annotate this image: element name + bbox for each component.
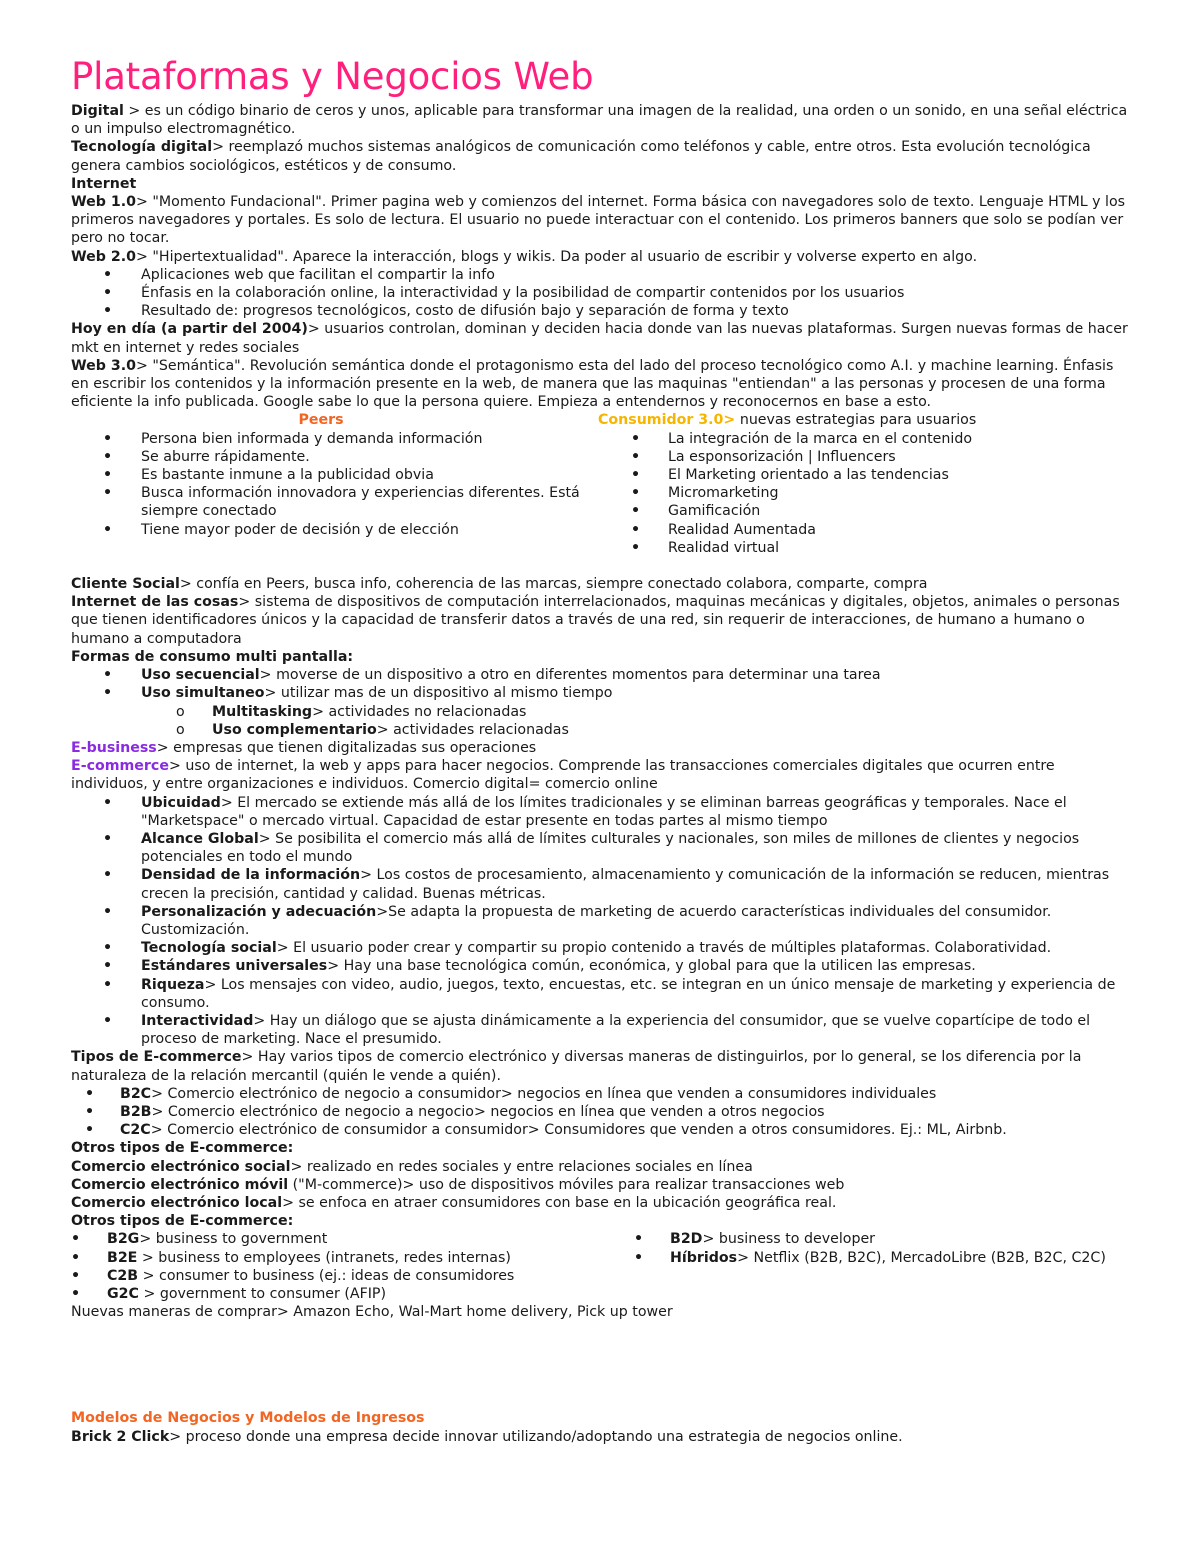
term-simultaneo: Uso simultaneo bbox=[141, 685, 265, 702]
text-brick: > proceso donde una empresa decide innovar utilizando/adoptando una estrategia de negocios online. bbox=[169, 1428, 903, 1445]
otro-term: C2B bbox=[107, 1267, 139, 1284]
paragraph-digital bbox=[71, 102, 1128, 138]
text-cliente-social: > confía en Peers, busca info, coherencia de las marcas, siempre conectado colabora, comparte, compra bbox=[179, 576, 928, 593]
term-ebusiness: E-business bbox=[71, 739, 157, 756]
list-item bbox=[71, 666, 1128, 684]
text-ecommerce: > uso de internet, la web y apps para hacer negocios. Comprende las transacciones comerciales digitales que ocurren entre individuos, y entre organizaciones e individuos. Comercio digital= comercio online bbox=[71, 758, 1055, 793]
list-item bbox=[634, 1230, 1128, 1248]
heading-modelos: Modelos de Negocios y Modelos de Ingresos bbox=[71, 1410, 425, 1427]
consumer-title: Consumidor 3.0> bbox=[598, 412, 736, 429]
term-web1: Web 1.0 bbox=[71, 194, 136, 211]
term-iot: Internet de las cosas bbox=[71, 594, 239, 611]
feature-text: > Los costos de procesamiento, almacenamiento y comunicación de la información se reducen, mientras crecen la precisión, cantidad y calidad. Buenas métricas. bbox=[141, 867, 1110, 902]
text-web2: > "Hipertextualidad". Aparece la interacción, blogs y wikis. Da poder al usuario de escribir y volverse experto en algo. bbox=[136, 248, 978, 265]
list-item bbox=[71, 684, 1128, 702]
text-hoy: > usuarios controlan, dominan y deciden hacia donde van las nuevas plataformas. Surgen nuevas formas de hacer mkt en internet y redes sociales bbox=[71, 321, 1128, 356]
term-local: Comercio electrónico local bbox=[71, 1194, 283, 1211]
list-item: • Tiene mayor poder de decisión y de elección bbox=[71, 521, 598, 539]
term-tipos: Tipos de E-commerce bbox=[71, 1049, 242, 1066]
list-item: • Persona bien informada y demanda información bbox=[71, 430, 598, 448]
consumer-list bbox=[598, 430, 1128, 557]
paragraph-ebusiness bbox=[71, 739, 1128, 757]
feature-text: > El usuario poder crear y compartir su propio contenido a través de múltiples plataformas. Colaboratividad. bbox=[276, 940, 1052, 957]
otro-term: B2G bbox=[107, 1231, 140, 1248]
feature-term: Interactividad bbox=[141, 1012, 254, 1029]
paragraph-social bbox=[71, 1158, 1128, 1176]
otro-term: B2E bbox=[107, 1249, 138, 1266]
term-ecommerce: E-commerce bbox=[71, 758, 169, 775]
text-iot: > sistema de dispositivos de computación interrelacionados, maquinas mecánicas y digitales, objetos, animales o personas que tienen identificadores únicos y la capacidad de transferir datos a través de una red, sin requerir de interacciones, de humano a humano o humano a computadora bbox=[71, 594, 1120, 647]
list-item bbox=[71, 866, 1128, 902]
text-local: > se enfoca en atraer consumidores con base en la ubicación geográfica real. bbox=[282, 1194, 837, 1211]
list-item bbox=[71, 721, 1128, 739]
text-tec-digital: > reemplazó muchos sistemas analógicos de comunicación como teléfonos y cable, entre otros. Esta evolución tecnológica genera cambios sociológicos, estéticos y de consumo. bbox=[71, 139, 1091, 174]
page-title: Plataformas y Negocios Web bbox=[71, 55, 594, 98]
tipo-term: B2B bbox=[120, 1103, 152, 1120]
tipo-text: > Comercio electrónico de negocio a negocio> negocios en línea que venden a otros negocios bbox=[151, 1103, 825, 1120]
text-ebusiness: > empresas que tienen digitalizadas sus operaciones bbox=[156, 739, 537, 756]
otro-term: B2D bbox=[670, 1231, 703, 1248]
paragraph-tipos bbox=[71, 1048, 1128, 1084]
term-web2: Web 2.0 bbox=[71, 248, 136, 265]
consumer-column bbox=[598, 411, 1128, 557]
otro-text: > business to employees (intranets, redes internas) bbox=[137, 1249, 511, 1266]
tipo-text: > Comercio electrónico de consumidor a consumidor> Consumidores que venden a otros consumidores. Ej.: ML, Airbnb. bbox=[150, 1122, 1007, 1139]
feature-text: > Hay un diálogo que se ajusta dinámicamente a la experiencia del consumidor, que se vuelve copartícipe de todo el proceso de marketing. Nace el presumido. bbox=[141, 1012, 1091, 1048]
paragraph-iot bbox=[71, 593, 1128, 648]
otro-term: Híbridos bbox=[670, 1249, 738, 1266]
otros1-heading-text: Otros tipos de E-commerce: bbox=[71, 1140, 294, 1157]
peers-consumer-columns bbox=[71, 411, 1128, 557]
otros-left-list bbox=[71, 1230, 634, 1303]
text-tipos: > Hay varios tipos de comercio electrónico y diversas maneras de distinguirlos, por lo general, se los diferencia por la naturaleza de la relación mercantil (quién le vende a quién). bbox=[71, 1049, 1082, 1084]
list-item bbox=[71, 1285, 634, 1303]
heading-otros-1 bbox=[71, 1139, 1128, 1157]
feature-term: Alcance Global bbox=[141, 830, 259, 847]
tipo-term: B2C bbox=[120, 1085, 152, 1102]
paragraph-web3 bbox=[71, 357, 1128, 412]
list-item bbox=[71, 703, 1128, 721]
feature-text: > Los mensajes con video, audio, juegos, texto, encuestas, etc. se integran en un único mensaje de marketing y experiencia de consumo. bbox=[141, 976, 1116, 1011]
text-complementario: > actividades relacionadas bbox=[376, 721, 569, 738]
list-item bbox=[71, 957, 1128, 975]
otro-term: G2C bbox=[107, 1286, 139, 1302]
term-digital: Digital bbox=[71, 103, 124, 119]
otros-right-list bbox=[634, 1230, 1128, 1266]
otro-text: > consumer to business (ej.: ideas de consumidores bbox=[138, 1267, 515, 1284]
list-item bbox=[71, 1267, 634, 1285]
list-item: • Énfasis en la colaboración online, la interactividad y la posibilidad de compartir contenidos por los usuarios bbox=[71, 284, 1128, 302]
list-web2 bbox=[71, 266, 1128, 321]
list-item: • Es bastante inmune a la publicidad obvia bbox=[71, 466, 598, 484]
list-item bbox=[71, 1085, 1128, 1103]
term-multitasking: Multitasking bbox=[212, 703, 313, 720]
text-web1: > "Momento Fundacional". Primer pagina web y comienzos del internet. Forma básica con navegadores solo de texto. Lenguaje HTML y los primeros navegadores y portales. Es solo de lectura. El usuario no puede interactuar con el contenido. Los primeros banners que solo se podían ver pero no tocar. bbox=[71, 194, 1126, 247]
list-item: • El Marketing orientado a las tendencias bbox=[598, 466, 1128, 484]
list-item bbox=[634, 1249, 1128, 1267]
list-item: • Gamificación bbox=[598, 502, 1128, 520]
feature-text: >Se adapta la propuesta de marketing de acuerdo características individuales del consumidor. Customización. bbox=[141, 903, 1052, 938]
paragraph-local bbox=[71, 1194, 1128, 1212]
otro-text: > government to consumer (AFIP) bbox=[138, 1286, 387, 1302]
paragraph-nuevas: Nuevas maneras de comprar> Amazon Echo, Wal-Mart home delivery, Pick up tower bbox=[71, 1304, 673, 1321]
term-social: Comercio electrónico social bbox=[71, 1158, 291, 1175]
list-item bbox=[71, 830, 1128, 866]
otro-text: > business to government bbox=[139, 1231, 328, 1248]
text-web3: > "Semántica". Revolución semántica donde el protagonismo esta del lado del proceso tecnológico como A.I. y machine learning. Énfasis en escribir los contenidos y la información presente en la web, de manera que las maquinas "entiendan" a las personas y procesen de una forma eficiente la info publicada. Google sabe lo que la persona quiere. Empieza a entendernos y reconocernos en base a esto. bbox=[71, 357, 1114, 411]
peers-column bbox=[71, 411, 598, 557]
spacer bbox=[71, 1321, 1128, 1409]
paragraph-web2 bbox=[71, 248, 1128, 266]
term-hoy: Hoy en día (a partir del 2004) bbox=[71, 321, 308, 338]
list-item: • Resultado de: progresos tecnológicos, costo de difusión bajo y separación de forma y texto bbox=[71, 302, 1128, 320]
list-item bbox=[71, 1249, 634, 1267]
list-item bbox=[71, 976, 1128, 1012]
term-web3: Web 3.0 bbox=[71, 357, 136, 374]
term-secuencial: Uso secuencial bbox=[141, 667, 260, 684]
list-item: • Realidad virtual bbox=[598, 539, 1128, 557]
text-secuencial: > moverse de un dispositivo a otro en diferentes momentos para determinar una tarea bbox=[259, 667, 881, 684]
heading-otros-2 bbox=[71, 1212, 1128, 1230]
text-multitasking: > actividades no relacionadas bbox=[312, 703, 527, 720]
paragraph-movil bbox=[71, 1176, 1128, 1194]
peers-list bbox=[71, 430, 598, 539]
multipantalla-heading-text: Formas de consumo multi pantalla: bbox=[71, 648, 354, 665]
text-social: > realizado en redes sociales y entre relaciones sociales en línea bbox=[290, 1158, 753, 1175]
paragraph-web1 bbox=[71, 193, 1128, 248]
list-multipantalla bbox=[71, 666, 1128, 702]
otros2-heading-text: Otros tipos de E-commerce: bbox=[71, 1213, 294, 1230]
term-movil: Comercio electrónico móvil bbox=[71, 1176, 289, 1193]
feature-term: Ubicuidad bbox=[141, 794, 221, 811]
paragraph-hoy bbox=[71, 320, 1128, 356]
peers-title: Peers bbox=[298, 412, 344, 429]
feature-text: > El mercado se extiende más allá de los límites tradicionales y se eliminan barreas geográficas y temporales. Nace el "Marketspace" o mercado virtual. Capacidad de estar presente en todas partes al mismo tiempo bbox=[141, 794, 1067, 829]
paragraph-brick bbox=[71, 1428, 1128, 1446]
list-item bbox=[71, 1230, 634, 1248]
list-item bbox=[71, 1103, 1128, 1121]
otros-left-column bbox=[71, 1230, 634, 1303]
otro-text: > Netflix (B2B, B2C), MercadoLibre (B2B, B2C, C2C) bbox=[737, 1249, 1106, 1266]
paragraph-ecommerce bbox=[71, 757, 1128, 793]
feature-term: Tecnología social bbox=[141, 940, 277, 957]
text-simultaneo: > utilizar mas de un dispositivo al mismo tiempo bbox=[264, 685, 613, 702]
list-item bbox=[71, 1012, 1128, 1048]
consumer-heading bbox=[598, 411, 1128, 429]
list-item bbox=[71, 903, 1128, 939]
feature-term: Estándares universales bbox=[141, 958, 328, 975]
feature-term: Personalización y adecuación bbox=[141, 903, 377, 920]
tipo-term: C2C bbox=[120, 1122, 151, 1139]
tipo-text: > Comercio electrónico de negocio a consumidor> negocios en línea que venden a consumidores individuales bbox=[151, 1085, 937, 1102]
list-item bbox=[71, 1121, 1128, 1139]
internet-heading-text: Internet bbox=[71, 175, 137, 192]
list-item: • Se aburre rápidamente. bbox=[71, 448, 598, 466]
feature-term: Riqueza bbox=[141, 976, 205, 993]
text-digital: > es un código binario de ceros y unos, aplicable para transformar una imagen de la realidad, una orden o un sonido, en una señal eléctrica o un impulso electromagnético. bbox=[71, 103, 1128, 138]
list-tipos bbox=[71, 1085, 1128, 1140]
consumer-subtitle: nuevas estrategias para usuarios bbox=[735, 412, 977, 429]
list-item: • Micromarketing bbox=[598, 484, 1128, 502]
list-item: • Realidad Aumentada bbox=[598, 521, 1128, 539]
list-ecommerce-features bbox=[71, 794, 1128, 1049]
list-item: • La integración de la marca en el contenido bbox=[598, 430, 1128, 448]
list-item bbox=[71, 794, 1128, 830]
heading-multipantalla bbox=[71, 648, 1128, 666]
term-brick: Brick 2 Click bbox=[71, 1428, 170, 1445]
paragraph-tec-digital bbox=[71, 138, 1128, 174]
list-item: • Aplicaciones web que facilitan el compartir la info bbox=[71, 266, 1128, 284]
otros-columns bbox=[71, 1230, 1128, 1303]
list-item bbox=[71, 939, 1128, 957]
term-tec-digital: Tecnología digital bbox=[71, 139, 213, 156]
term-cliente-social: Cliente Social bbox=[71, 576, 180, 593]
otro-text: > business to developer bbox=[702, 1231, 876, 1248]
paragraph-cliente-social bbox=[71, 575, 1128, 593]
term-complementario: Uso complementario bbox=[212, 721, 377, 738]
spacer bbox=[71, 557, 1128, 575]
feature-text: > Hay una base tecnológica común, económica, y global para que la utilicen las empresas. bbox=[327, 958, 976, 975]
sublist-multipantalla bbox=[71, 703, 1128, 739]
feature-text: > Se posibilita el comercio más allá de límites culturales y nacionales, son miles de millones de clientes y negocios potenciales en todo el mundo bbox=[141, 830, 1080, 866]
feature-term: Densidad de la información bbox=[141, 867, 361, 884]
otros-right-column bbox=[634, 1230, 1128, 1303]
text-movil: ("M-commerce)> uso de dispositivos móviles para realizar transacciones web bbox=[288, 1176, 845, 1193]
list-item: • La esponsorización | Influencers bbox=[598, 448, 1128, 466]
heading-internet bbox=[71, 175, 1128, 193]
list-item: • Busca información innovadora y experiencias diferentes. Está siempre conectado bbox=[71, 484, 598, 520]
